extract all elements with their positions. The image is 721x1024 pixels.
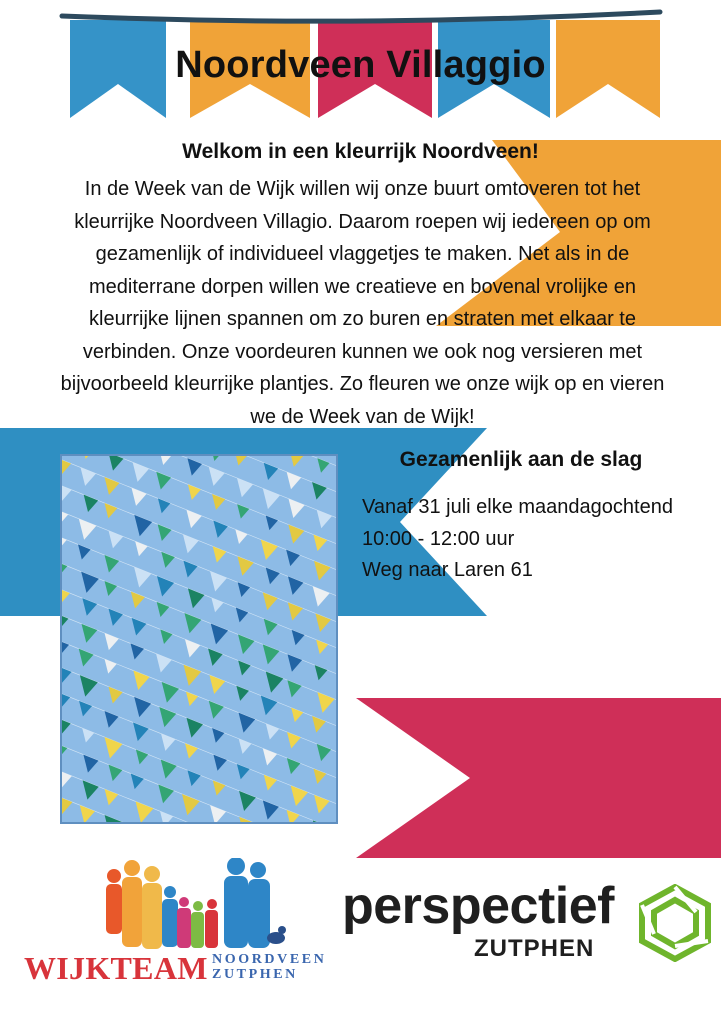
event-date: Vanaf 31 juli elke maandagochtend — [362, 496, 673, 518]
intro-line: In de Week van de Wijk willen wij onze buurt omtoveren tot het — [84, 178, 641, 200]
intro-line: mediterrane dorpen willen we creatieve en bovenal vrolijke en — [89, 275, 636, 298]
wijkteam-people-icon — [100, 858, 300, 958]
event-location: Weg naar Laren 61 — [362, 559, 533, 581]
wijkteam-subtitle-line: NOORDVEEN — [212, 952, 327, 967]
perspectief-subtitle: ZUTPHEN — [474, 935, 595, 962]
intro-line: bijvoorbeeld kleurrijke plantjes. Zo fleuren we onze wijk op en vieren — [60, 373, 665, 395]
intro-line: kleurrijke Noordveen Villagio. Daarom roepen wij iedereen op om — [74, 210, 651, 233]
intro-paragraph — [30, 173, 695, 433]
wijkteam-subtitle-line: ZUTPHEN — [212, 967, 298, 982]
crimson-ribbon-shape — [356, 698, 721, 858]
page-title: Noordveen Villaggio — [175, 44, 546, 86]
hexagon-logo-icon — [636, 884, 714, 962]
perspectief-wordmark: perspectief — [342, 877, 614, 935]
intro-line: kleurrijke lijnen spannen om zo buren en straten met elkaar te — [89, 308, 636, 330]
wijkteam-subtitle — [212, 952, 326, 982]
bunting-photo — [60, 454, 338, 824]
intro-line: gezamenlijk of individueel vlaggetjes te maken. Net als in de — [95, 243, 630, 265]
wijkteam-wordmark: WIJKTEAM — [24, 950, 208, 986]
event-title: Gezamenlijk aan de slag — [399, 448, 643, 471]
intro-subtitle: Welkom in een kleurrijk Noordveen! — [182, 140, 539, 163]
intro-line: we de Week van de Wijk! — [250, 405, 475, 428]
bunting-string — [62, 12, 660, 21]
event-details — [362, 492, 717, 587]
event-time: 10:00 - 12:00 uur — [362, 527, 515, 550]
bunting-photo-graphic — [62, 456, 336, 822]
intro-line: verbinden. Onze voordeuren kunnen we ook nog versieren met — [82, 340, 643, 363]
